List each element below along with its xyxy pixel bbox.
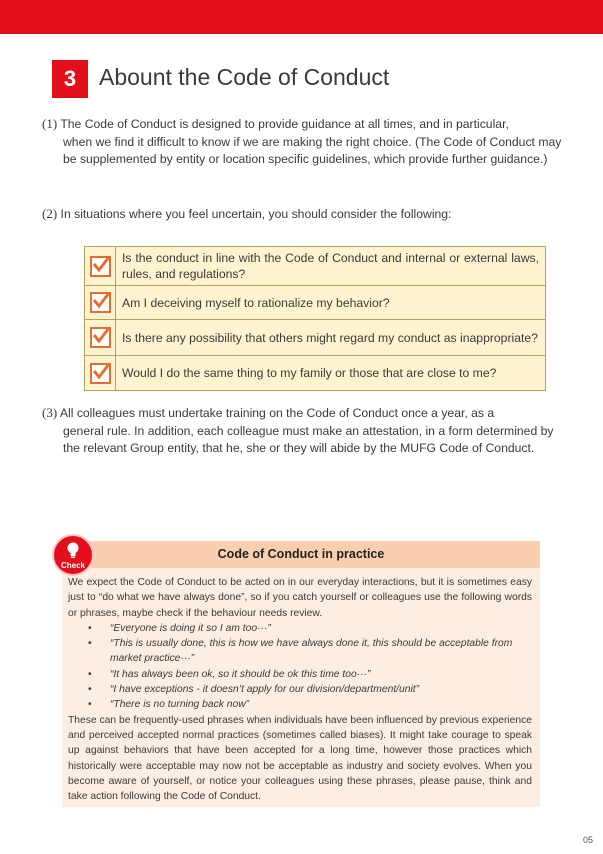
checklist-row xyxy=(85,320,546,356)
checklist-row xyxy=(85,356,546,391)
paragraph-text-first: In situations where you feel uncertain, you should consider the following: xyxy=(57,207,452,221)
paragraph-number: (3) xyxy=(42,405,58,420)
checklist-item-text: Am I deceiving myself to rationalize my behavior? xyxy=(116,286,546,320)
paragraph-2 xyxy=(42,205,562,224)
practice-closing: These can be frequently-used phrases when individuals have been influenced by previous experience and perceived accepted normal practices (sometimes called biases). It might take courage to speak up against behaviors that have been accepted for a long time, however those practices which historically were acceptable may now not be acceptable as industry and society evolves. When you become aware of yourself, or notice your colleagues using these phrases, please pause, think and take action following the Code of Conduct. xyxy=(68,714,532,803)
page-title: Abount the Code of Conduct xyxy=(99,64,390,90)
checkbox-checked-icon xyxy=(90,292,111,313)
checklist-table xyxy=(84,246,546,391)
paragraph-3 xyxy=(42,404,562,458)
top-banner xyxy=(0,0,603,34)
paragraph-number: (2) xyxy=(42,206,58,221)
checklist-item-text: Is the conduct in line with the Code of Conduct and internal or external laws, rules, and regulations? xyxy=(116,247,546,286)
paragraph-number: (1) xyxy=(42,116,58,131)
list-item: • “I have exceptions - it doesn’t apply for our division/department/unit” xyxy=(110,682,532,697)
list-item: • “It has always been ok, so it should be ok this time too···” xyxy=(110,667,532,682)
checklist-row xyxy=(85,247,546,286)
checkbox-checked-icon xyxy=(90,363,111,384)
checkbox-checked-icon xyxy=(90,327,111,348)
section-number: 3 xyxy=(52,60,88,98)
paragraph-text-first: The Code of Conduct is designed to provide guidance at all times, and in particular, xyxy=(57,117,509,131)
paragraph-1 xyxy=(42,115,562,169)
practice-heading: Code of Conduct in practice xyxy=(62,541,540,568)
paragraph-text-rest: general rule. In addition, each colleague must make an attestation, in a form determined by the relevant Group entity, that he, she or they will abide by the MUFG Code of Conduct. xyxy=(63,423,554,455)
checklist-row xyxy=(85,286,546,320)
paragraph-text-rest: when we find it difficult to know if we are making the right choice. (The Code of Conduct may be supplemented by entity or location specific guidelines, which provide further guidance.) xyxy=(63,134,562,166)
checkbox-checked-icon xyxy=(90,256,111,277)
lightbulb-icon xyxy=(66,541,80,559)
phrase-list xyxy=(68,621,532,713)
list-item: • “There is no turning back now” xyxy=(110,697,532,712)
page-number: 05 xyxy=(583,835,594,845)
practice-body xyxy=(68,575,532,804)
checklist-item-text: Would I do the same thing to my family or those that are close to me? xyxy=(116,356,546,391)
list-item: • “Everyone is doing it so I am too···” xyxy=(110,621,532,636)
checklist-item-text: Is there any possibility that others might regard my conduct as inappropriate? xyxy=(116,320,546,356)
list-item: • “This is usually done, this is how we have always done it, this should be acceptable from market practice···” xyxy=(110,636,532,667)
practice-intro: We expect the Code of Conduct to be acted on in our everyday interactions, but it is sometimes easy just to “do what we have always done”, so if you catch yourself or colleagues use the following words or phrases, maybe check if the behaviour needs review. xyxy=(68,577,532,619)
practice-box xyxy=(62,541,540,807)
paragraph-text-first: All colleagues must undertake training on the Code of Conduct once a year, as a xyxy=(57,406,495,420)
check-badge xyxy=(52,534,94,576)
check-badge-label: Check xyxy=(60,561,85,570)
